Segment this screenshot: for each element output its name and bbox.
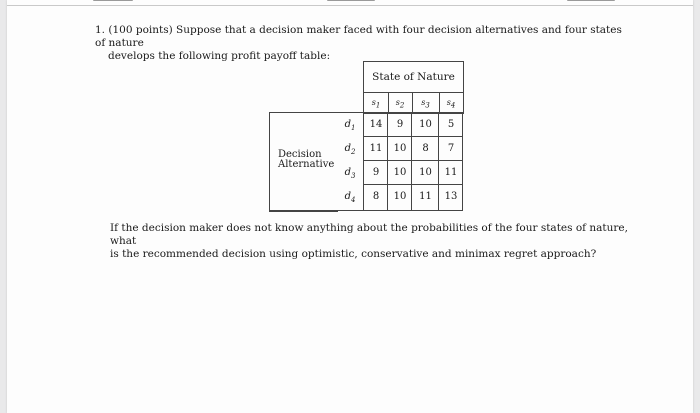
state-header-s3: $s_3$ xyxy=(421,98,430,110)
row-label-d1: $d_1$ xyxy=(344,119,356,132)
cell-d1-s4: 5 xyxy=(447,119,455,130)
cell-d3-s2: 10 xyxy=(393,167,407,178)
row-label-d2: $d_2$ xyxy=(344,143,356,156)
cell-d4-s3: 11 xyxy=(419,191,432,202)
cell-d2-s2: 10 xyxy=(393,143,407,154)
states-header-row xyxy=(363,92,464,114)
cell-d1-s1: 14 xyxy=(369,119,383,130)
state-header-s2: $s_2$ xyxy=(395,98,405,110)
followup-question xyxy=(110,222,640,261)
cell-d1-s2: 9 xyxy=(396,119,404,130)
cell-d1-s3: 10 xyxy=(419,119,432,130)
question-number: 1. xyxy=(95,24,106,36)
cell-d2-s4: 7 xyxy=(447,143,455,154)
state-header-s4: $s_4$ xyxy=(446,98,456,110)
question-line-2: develops the following profit payoff table: xyxy=(108,50,331,62)
question-text xyxy=(95,24,635,63)
document-page xyxy=(7,0,693,413)
cell-d3-s3: 10 xyxy=(419,167,432,178)
cell-d4-s1: 8 xyxy=(372,191,380,202)
cell-d3-s1: 9 xyxy=(372,167,380,178)
cell-d4-s4: 13 xyxy=(444,191,458,202)
question-line-1: (100 points) Suppose that a decision maker faced with four decision alternatives and four states of nature xyxy=(95,24,622,49)
cell-d2-s1: 11 xyxy=(369,143,383,154)
followup-line-1: If the decision maker does not know anything about the probabilities of the four states of nature, what xyxy=(110,222,628,247)
cell-d3-s4: 11 xyxy=(444,167,458,178)
decision-alternative-box xyxy=(269,112,338,212)
cell-d2-s3: 8 xyxy=(422,143,429,154)
decision-alternative-label: Decision Alternative xyxy=(278,149,335,170)
state-header-s1: $s_1$ xyxy=(371,98,381,110)
cell-d4-s2: 10 xyxy=(393,191,407,202)
row-label-d3: $d_3$ xyxy=(344,167,356,180)
followup-line-2: is the recommended decision using optimistic, conservative and minimax regret approach? xyxy=(110,248,597,260)
previous-page-edge xyxy=(7,0,693,6)
row-label-d4: $d_4$ xyxy=(344,191,356,204)
state-of-nature-header: State of Nature xyxy=(363,61,464,93)
